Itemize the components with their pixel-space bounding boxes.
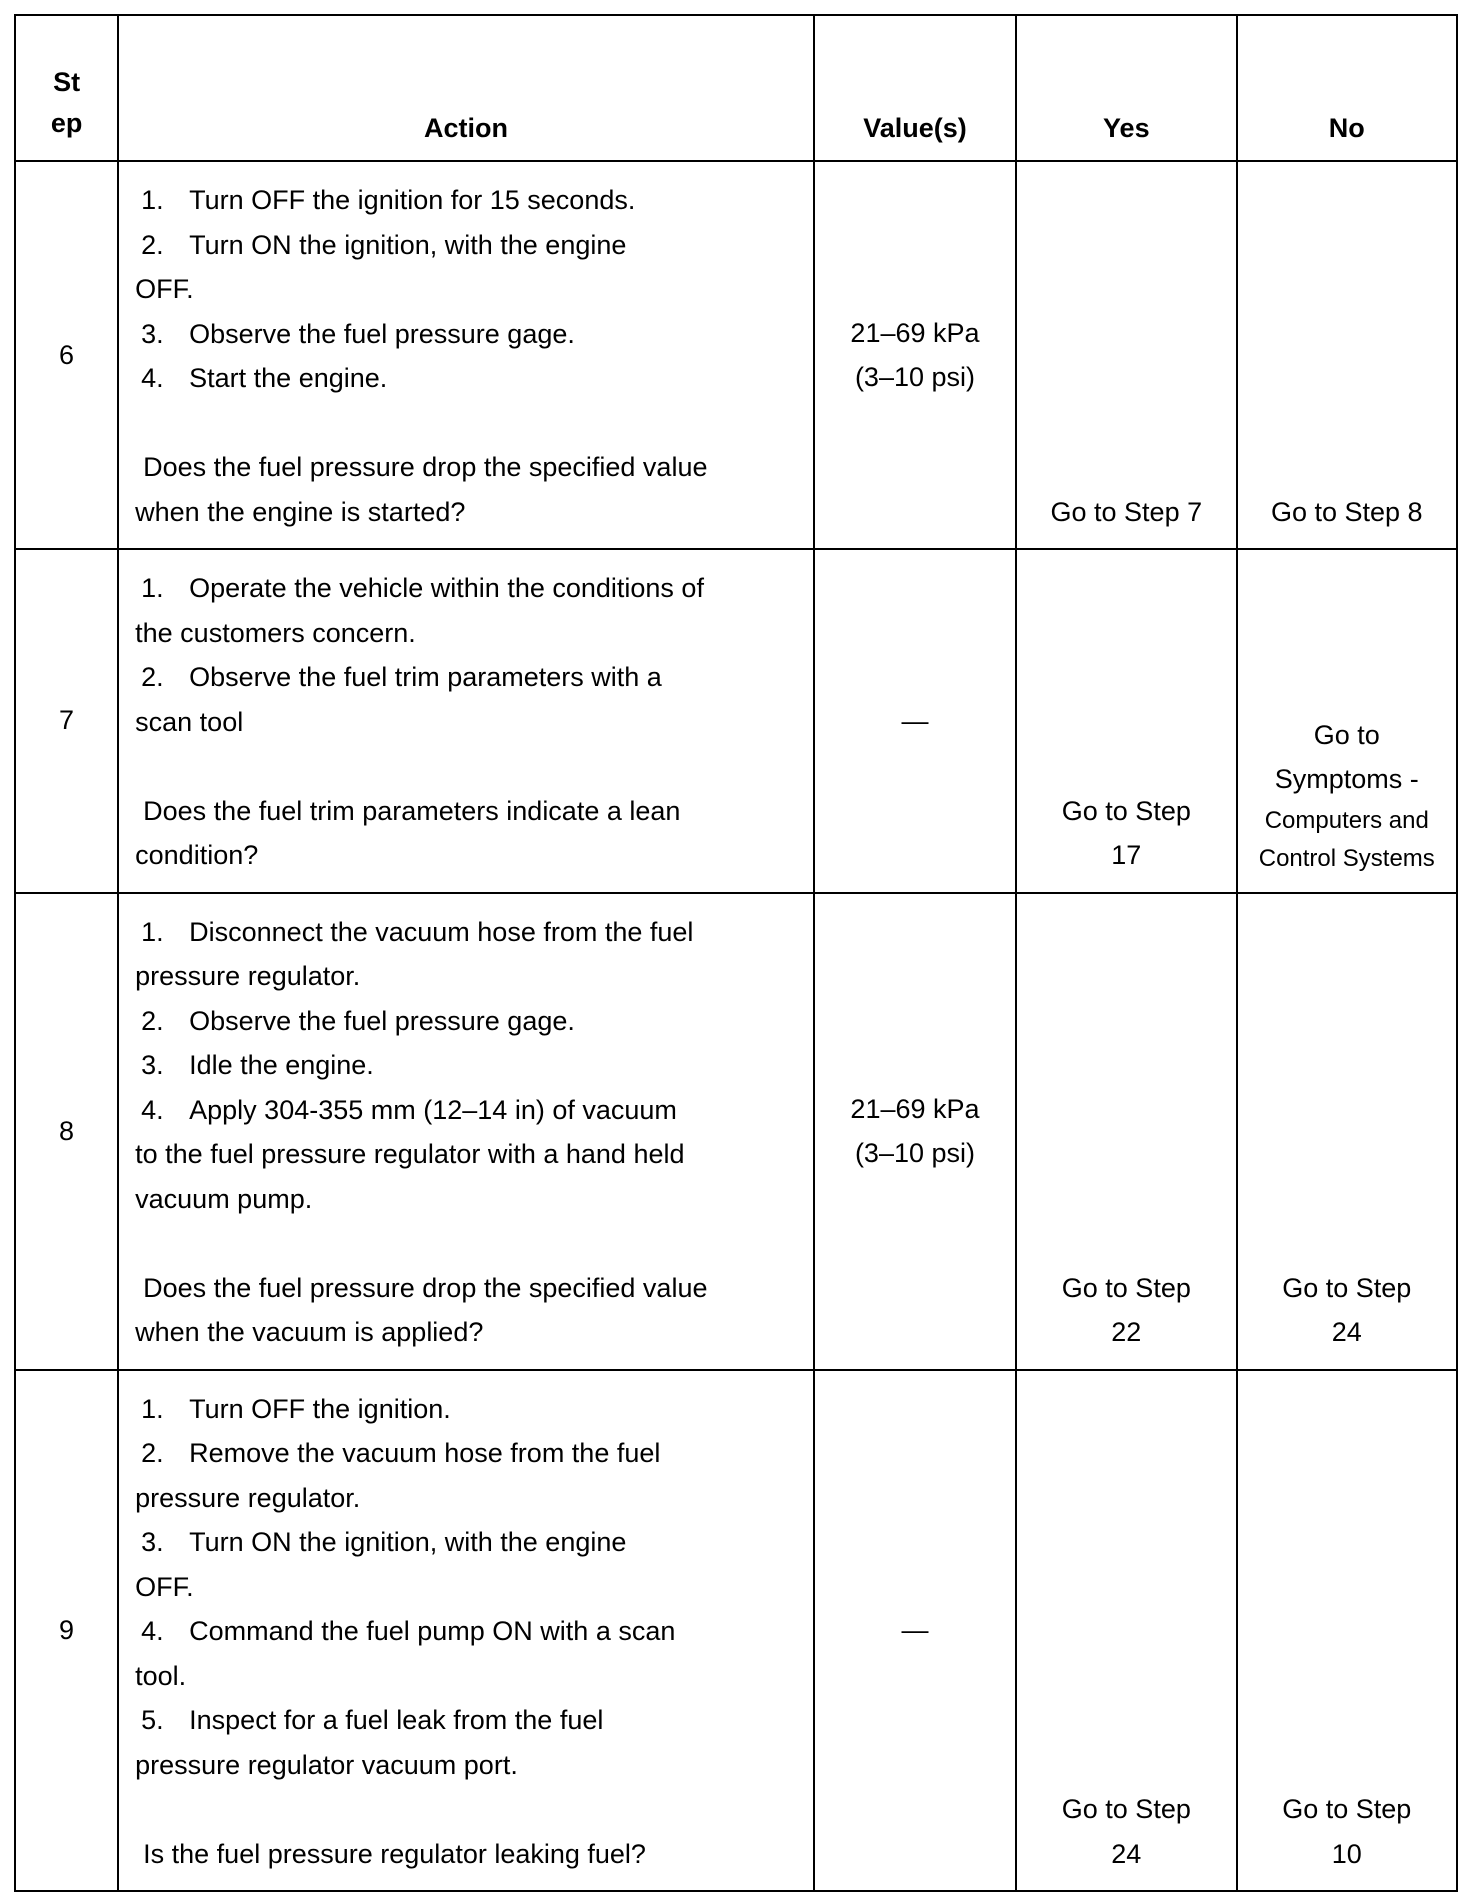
action-line [135, 611, 795, 656]
action-text: pressure regulator vacuum port. [135, 1749, 518, 1780]
action-text: Operate the vehicle within the conditions of [189, 573, 704, 603]
value-text: 21–69 kPa [850, 1093, 980, 1124]
action-line [135, 1387, 795, 1432]
action-line [135, 566, 795, 611]
action-line [135, 178, 795, 223]
action-question: Is the fuel pressure regulator leaking fuel? [143, 1838, 646, 1869]
action-text: pressure regulator. [135, 1482, 361, 1513]
action-cell [118, 1370, 814, 1892]
action-line [135, 999, 795, 1044]
action-text: tool. [135, 1660, 187, 1691]
action-line [135, 1698, 795, 1743]
action-question: Does the fuel pressure drop the specified value [143, 1272, 708, 1303]
yes-text: 22 [1111, 1317, 1142, 1347]
table-row [15, 893, 1457, 1370]
header-action: Action [118, 15, 814, 161]
action-text: Remove the vacuum hose from the fuel [189, 1438, 661, 1468]
action-line [135, 1177, 795, 1222]
header-row [15, 15, 1457, 161]
action-cell [118, 549, 814, 893]
value-text: (3–10 psi) [854, 1138, 976, 1168]
action-line [135, 1431, 795, 1476]
action-line [135, 223, 795, 268]
value-text: 21–69 kPa [850, 317, 980, 348]
action-cell [118, 893, 814, 1370]
action-line [135, 1743, 795, 1788]
header-yes: Yes [1016, 15, 1236, 161]
action-line [135, 267, 795, 312]
action-line [135, 1654, 795, 1699]
action-line [135, 655, 795, 700]
yes-text: Go to Step [1061, 1272, 1191, 1303]
action-line [135, 954, 795, 999]
value-cell [814, 161, 1016, 549]
action-text: Turn OFF the ignition. [189, 1393, 451, 1424]
yes-text: Go to Step [1061, 1794, 1191, 1824]
no-text: Go to Step [1282, 1794, 1412, 1824]
no-text: 24 [1331, 1317, 1362, 1347]
action-step-number: 2. [141, 1438, 164, 1468]
action-step-number: 3. [141, 1050, 164, 1080]
action-text: Observe the fuel trim parameters with a [189, 662, 662, 692]
action-step-number: 1. [141, 1393, 164, 1424]
action-step-number: 4. [141, 1094, 164, 1125]
action-step-number: 3. [141, 1527, 164, 1557]
action-line [135, 1476, 795, 1521]
header-values: Value(s) [814, 15, 1016, 161]
action-line [135, 910, 795, 955]
action-text: vacuum pump. [135, 1183, 313, 1214]
no-text-small: Control Systems [1258, 844, 1435, 872]
action-text: Apply 304-355 mm (12–14 in) of vacuum [189, 1094, 677, 1125]
yes-text: Go to Step [1061, 795, 1191, 826]
header-step: St ep [15, 15, 118, 161]
step-number: 7 [15, 549, 118, 893]
value-cell [814, 549, 1016, 893]
action-line [135, 1132, 795, 1177]
action-text: Turn ON the ignition, with the engine [189, 1527, 627, 1557]
yes-cell [1016, 893, 1236, 1370]
action-text: Turn OFF the ignition for 15 seconds. [189, 185, 636, 215]
no-text: 10 [1331, 1838, 1362, 1869]
action-line [135, 356, 795, 401]
diagnostic-table [14, 14, 1458, 1892]
action-question: when the vacuum is applied? [135, 1317, 484, 1347]
action-question: Does the fuel trim parameters indicate a lean [143, 795, 681, 826]
action-step-number: 4. [141, 1616, 164, 1646]
step-number: 6 [15, 161, 118, 549]
no-text-small: Computers and [1264, 806, 1429, 834]
table-row [15, 1370, 1457, 1892]
value-text: (3–10 psi) [854, 362, 976, 392]
action-step-number: 3. [141, 318, 164, 349]
action-cell [118, 161, 814, 549]
yes-cell [1016, 1370, 1236, 1892]
value-text: — [901, 1615, 929, 1645]
action-text: Disconnect the vacuum hose from the fuel [189, 916, 694, 947]
action-text: Observe the fuel pressure gage. [189, 1005, 575, 1036]
action-text: Observe the fuel pressure gage. [189, 318, 575, 349]
header-no: No [1237, 15, 1457, 161]
action-text: to the fuel pressure regulator with a hand held [135, 1139, 685, 1169]
action-step-number: 1. [141, 185, 164, 215]
action-line [135, 1609, 795, 1654]
action-step-number: 4. [141, 363, 164, 393]
action-text: Inspect for a fuel leak from the fuel [189, 1705, 604, 1735]
value-cell [814, 1370, 1016, 1892]
action-step-number: 5. [141, 1705, 164, 1735]
action-step-number: 2. [141, 662, 164, 692]
action-line [135, 700, 795, 745]
yes-text: Go to Step 7 [1050, 496, 1203, 527]
value-text: — [901, 705, 929, 736]
action-step-number: 2. [141, 1005, 164, 1036]
no-text: Go to Step 8 [1270, 496, 1423, 527]
yes-cell [1016, 549, 1236, 893]
action-question: condition? [135, 840, 259, 870]
yes-cell [1016, 161, 1236, 549]
no-text: Go to Step [1282, 1272, 1412, 1303]
action-line [135, 1088, 795, 1133]
table-row [15, 161, 1457, 549]
no-text: Go to [1313, 719, 1380, 750]
value-cell [814, 893, 1016, 1370]
action-text: the customers concern. [135, 617, 416, 648]
action-text: pressure regulator. [135, 961, 361, 991]
action-text: Command the fuel pump ON with a scan [189, 1616, 676, 1646]
no-cell [1237, 893, 1457, 1370]
action-text: Start the engine. [189, 363, 388, 393]
table-row [15, 549, 1457, 893]
action-step-number: 1. [141, 573, 164, 603]
step-number: 8 [15, 893, 118, 1370]
action-text: scan tool [135, 706, 244, 737]
action-step-number: 1. [141, 916, 164, 947]
action-text: Turn ON the ignition, with the engine [189, 229, 627, 260]
step-number: 9 [15, 1370, 118, 1892]
action-text: OFF. [135, 1571, 194, 1602]
action-step-number: 2. [141, 229, 164, 260]
no-cell [1237, 161, 1457, 549]
no-cell [1237, 549, 1457, 893]
yes-text: 17 [1111, 840, 1142, 870]
action-question: Does the fuel pressure drop the specified value [143, 452, 708, 482]
yes-text: 24 [1111, 1838, 1142, 1869]
no-cell [1237, 1370, 1457, 1892]
action-text: Idle the engine. [189, 1050, 374, 1080]
action-line [135, 1520, 795, 1565]
action-text: OFF. [135, 274, 194, 304]
action-line [135, 312, 795, 357]
action-line [135, 1565, 795, 1610]
action-line [135, 1043, 795, 1088]
action-question: when the engine is started? [135, 496, 466, 527]
no-text: Symptoms - [1274, 764, 1419, 794]
